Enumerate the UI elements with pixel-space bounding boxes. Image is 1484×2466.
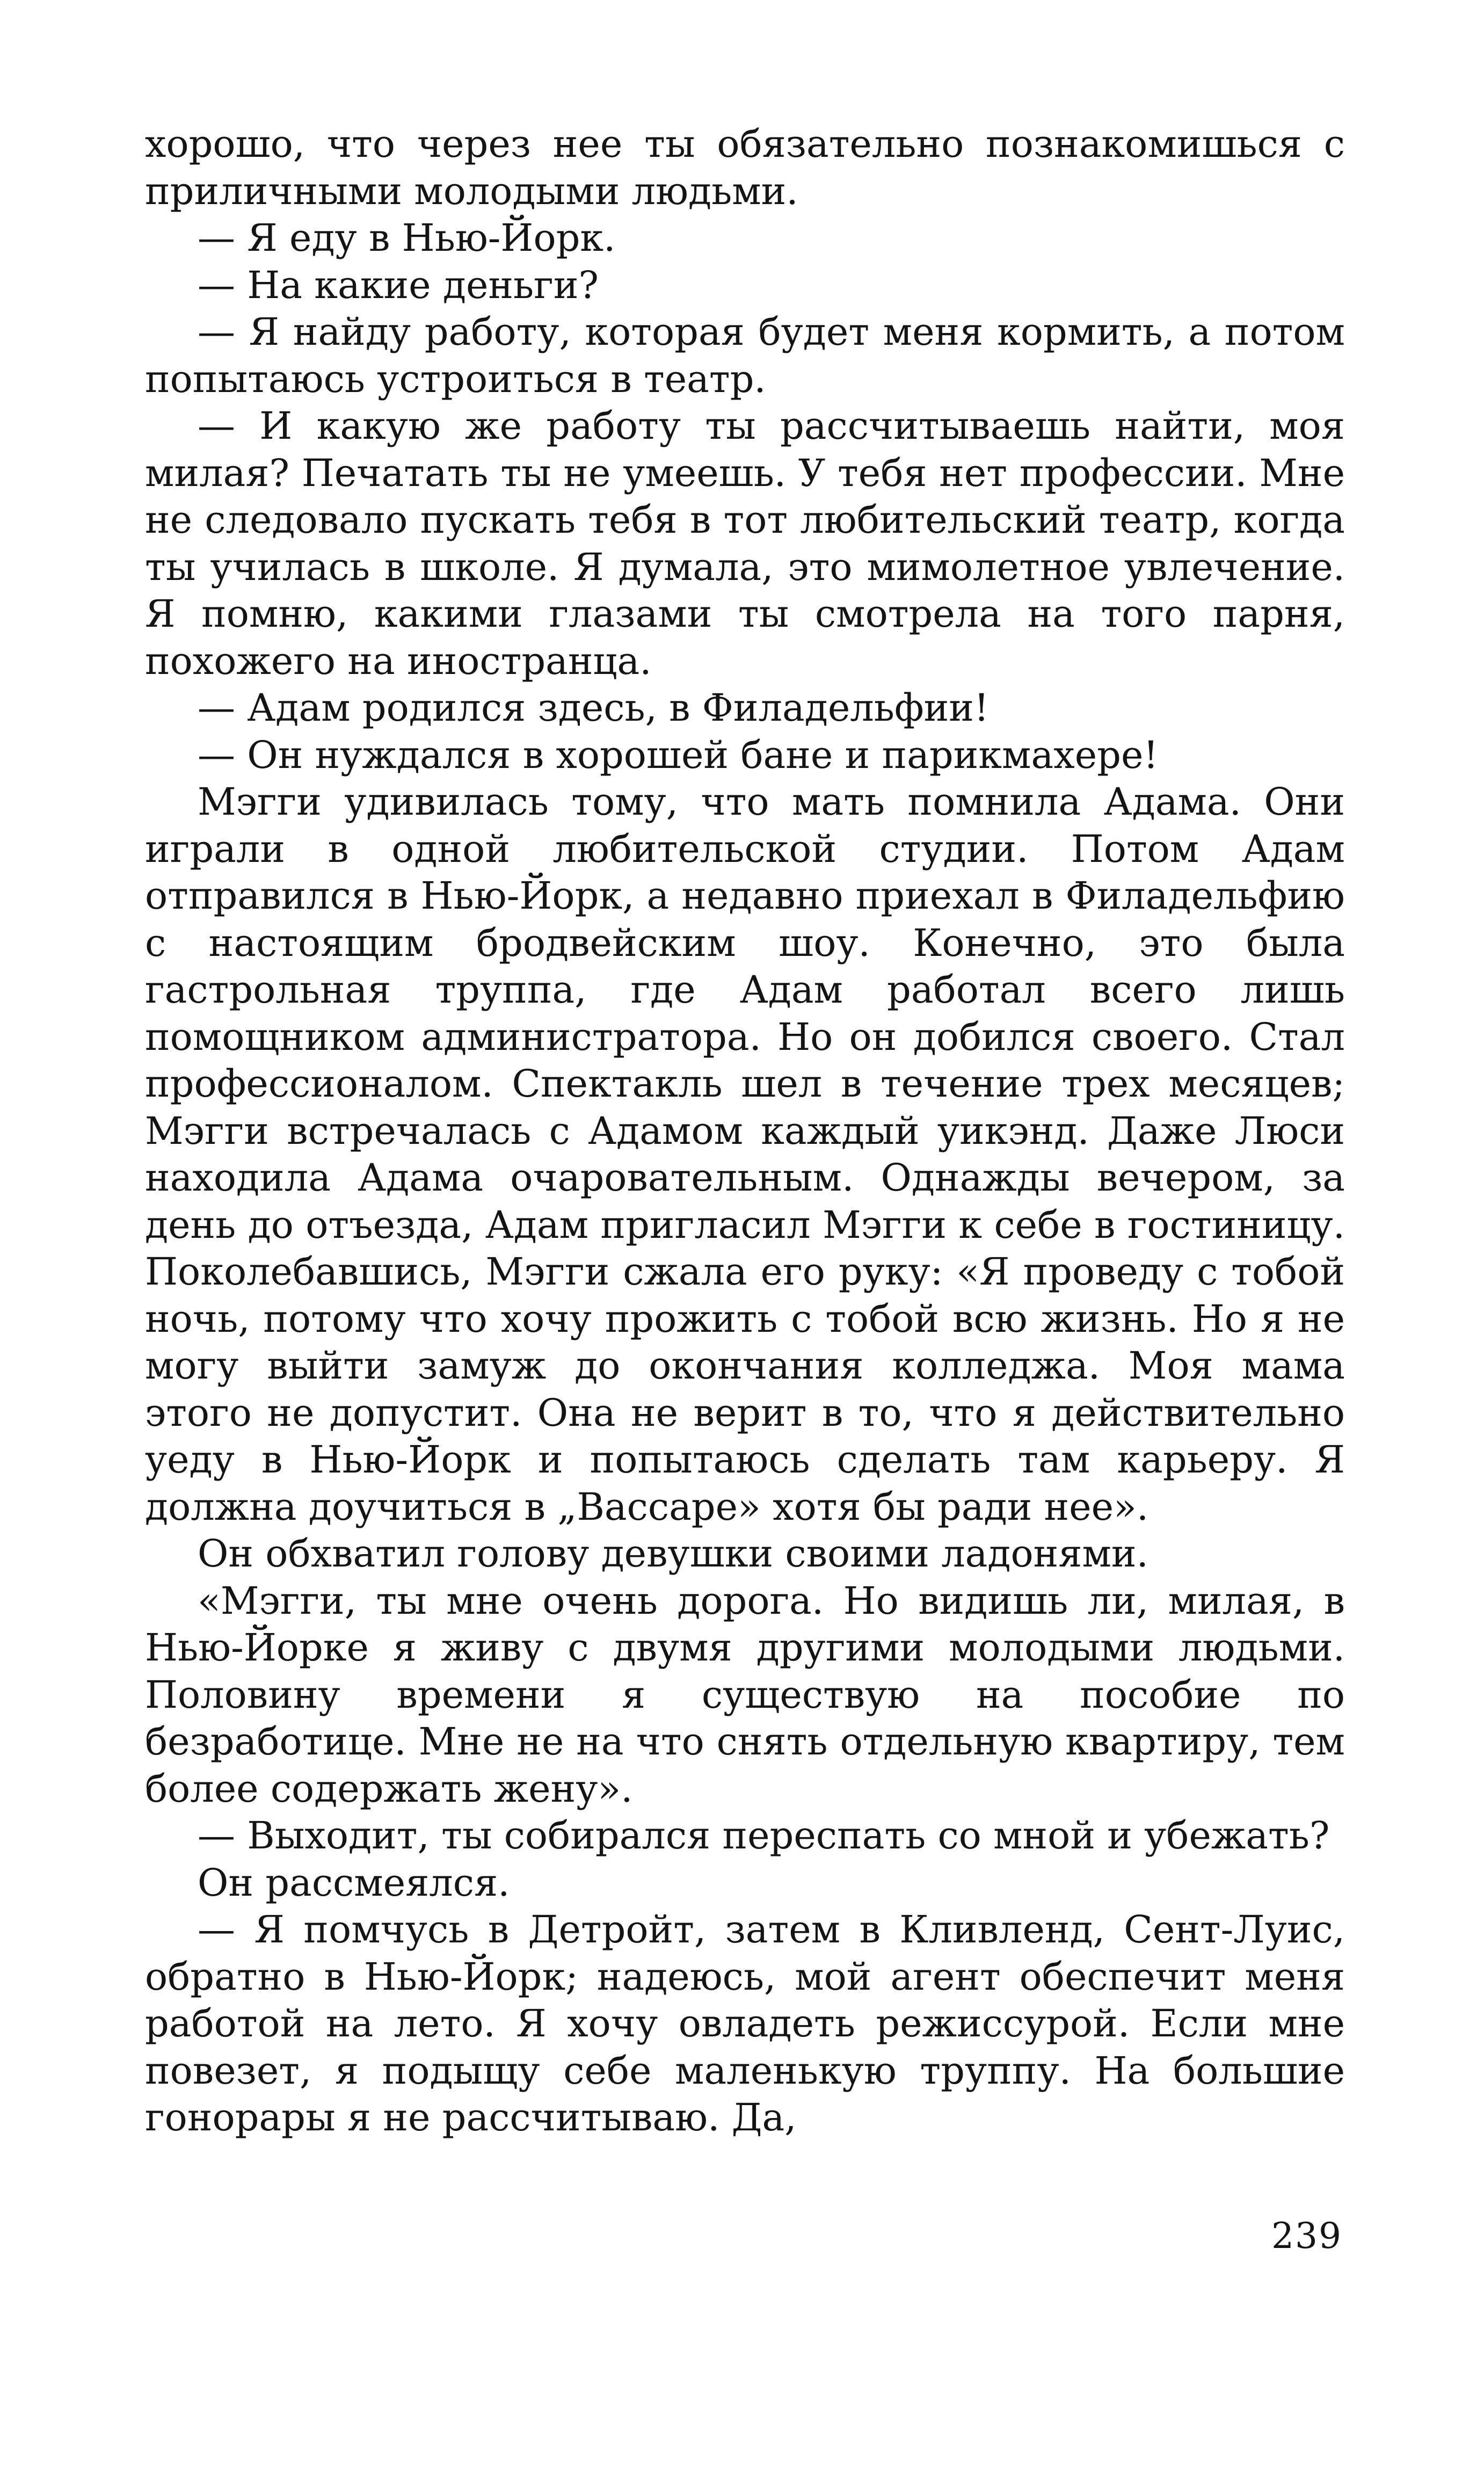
paragraph: «Мэгги, ты мне очень дорога. Но видишь ли, милая, в Нью-Йорке я живу с двумя другими молодыми людьми. Половину времени я существую на пособие по безработице. Мне не на что снять отдельную квартиру, тем более содержать жену».: [145, 1578, 1345, 1811]
page-number: 239: [1271, 2215, 1342, 2257]
paragraph: хорошо, что через нее ты обязательно познакомишься с приличными молодыми людьми.: [145, 122, 1345, 213]
paragraph: — Я еду в Нью-Йорк.: [198, 216, 616, 260]
paragraph: Он рассмеялся.: [198, 1860, 510, 1905]
paragraph: Он обхватил голову девушки своими ладонями.: [198, 1532, 1148, 1576]
paragraph: — Выходит, ты собирался переспать со мной и убежать?: [198, 1814, 1330, 1858]
body-text: [145, 121, 1345, 2142]
paragraph: — Я найду работу, которая будет меня кормить, а потом попытаюсь устроиться в театр.: [145, 310, 1345, 401]
paragraph: Мэгги удивилась тому, что мать помнила Адама. Они играли в одной любительской студии. Потом Адам отправился в Нью-Йорк, а недавно приехал в Филадельфию с настоящим бродвейским шоу. Конечно, это была гастрольная труппа, где Адам работал всего лишь помощником администратора. Но он добился своего. Стал профессионалом. Спектакль шел в течение трех месяцев; Мэгги встречалась с Адамом каждый уикэнд. Даже Люси находила Адама очаровательным. Однажды вечером, за день до отъезда, Адам пригласил Мэгги к себе в гостиницу. Поколебавшись, Мэгги сжала его руку: «Я проведу с тобой ночь, потому что хочу прожить с тобой всю жизнь. Но я не могу выйти замуж до окончания колледжа. Моя мама этого не допустит. Она не верит в то, что я действительно уеду в Нью-Йорк и попытаюсь сделать там карьеру. Я должна доучиться в „Вассаре» хотя бы ради нее».: [145, 780, 1345, 1529]
paragraph: — И какую же работу ты рассчитываешь найти, моя милая? Печатать ты не умеешь. У тебя нет профессии. Мне не следовало пускать тебя в тот любительский театр, когда ты училась в школе. Я думала, это мимолетное увлечение. Я помню, какими глазами ты смотрела на того парня, похожего на иностранца.: [145, 404, 1345, 683]
paragraph: — Адам родился здесь, в Филадельфии!: [198, 686, 990, 730]
paragraph: — Я помчусь в Детройт, затем в Кливленд, Сент-Луис, обратно в Нью-Йорк; надеюсь, мой агент обеспечит меня работой на лето. Я хочу овладеть режиссурой. Если мне повезет, я подыщу себе маленькую труппу. На большие гонорары я не рассчитываю. Да,: [145, 1907, 1345, 2139]
paragraph: — Он нуждался в хорошей бане и парикмахере!: [198, 732, 1159, 777]
paragraph: — На какие деньги?: [198, 263, 599, 307]
